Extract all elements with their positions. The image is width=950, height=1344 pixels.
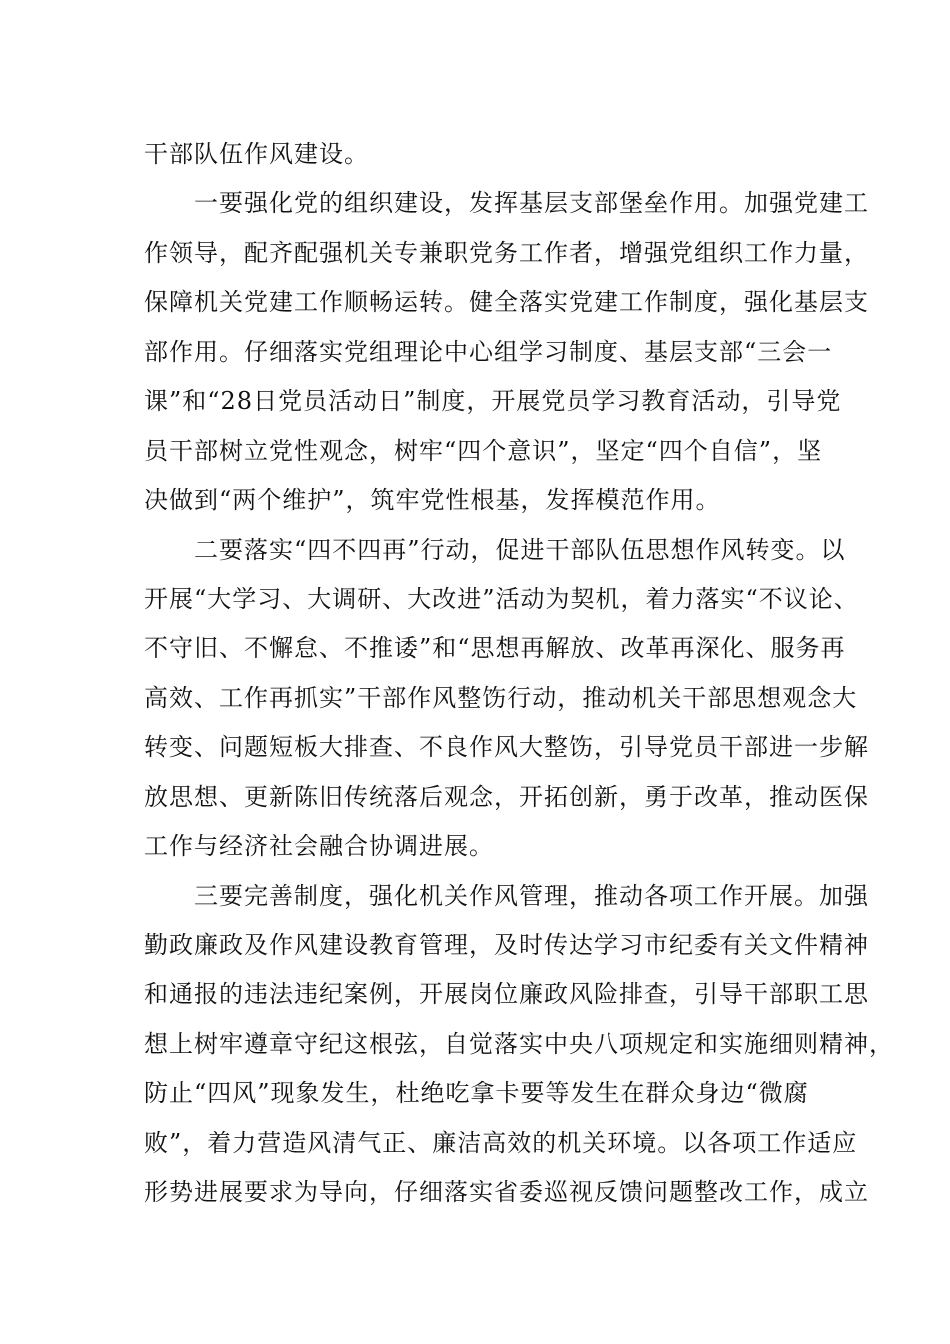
text-line: 工作与经济社会融合协调进展。 — [144, 832, 494, 861]
text-line: 作领导，配齐配强机关专兼职党务工作者，增强党组织工作力量， — [144, 238, 869, 267]
text-line: 放思想、更新陈旧传统落后观念，开拓创新，勇于改革，推动医保 — [144, 782, 869, 811]
text-line: 高效、工作再抓实”干部作风整饬行动，推动机关干部思想观念大 — [144, 683, 858, 712]
text-line: 课”和“28日党员活动日”制度，开展党员学习教育活动，引导党 — [144, 387, 842, 416]
text-line: 败”，着力营造风清气正、廉洁高效的机关环境。以各项工作适应 — [144, 1128, 858, 1157]
text-line: 开展“大学习、大调研、大改进”活动为契机，着力落实“不议论、 — [144, 584, 859, 613]
text-line: 一要强化党的组织建设，发挥基层支部堡垒作用。加强党建工 — [144, 189, 869, 218]
text-line: 员干部树立党性观念，树牢“四个意识”，坚定“四个自信”，坚 — [144, 436, 823, 465]
text-line: 三要完善制度，强化机关作风管理，推动各项工作开展。加强 — [144, 881, 869, 910]
text-line: 部作用。仔细落实党组理论中心组学习制度、基层支部“三会一 — [144, 337, 833, 366]
text-line: 二要落实“四不四再”行动，促进干部队伍思想作风转变。以 — [144, 535, 846, 564]
text-line: 想上树牢遵章守纪这根弦，自觉落实中央八项规定和实施细则精神， — [144, 1029, 894, 1058]
text-line: 转变、问题短板大排查、不良作风大整饬，引导党员干部进一步解 — [144, 733, 869, 762]
text-line: 干部队伍作风建设。 — [144, 140, 369, 168]
text-line: 形势进展要求为导向，仔细落实省委巡视反馈问题整改工作，成立 — [144, 1178, 869, 1207]
text-line: 防止“四风”现象发生，杜绝吃拿卡要等发生在群众身边“微腐 — [144, 1079, 809, 1108]
text-line: 决做到“两个维护”，筑牢党性根基，发挥模范作用。 — [144, 486, 721, 515]
text-line: 不守旧、不懈怠、不推诿”和“思想再解放、改革再深化、服务再 — [144, 634, 846, 663]
text-line: 和通报的违法违纪案例，开展岗位廉政风险排查，引导干部职工思 — [144, 980, 869, 1009]
text-line: 勤政廉政及作风建设教育管理，及时传达学习市纪委有关文件精神 — [144, 931, 869, 959]
document-body — [144, 130, 894, 1218]
text-line: 保障机关党建工作顺畅运转。健全落实党建工作制度，强化基层支 — [144, 288, 869, 317]
